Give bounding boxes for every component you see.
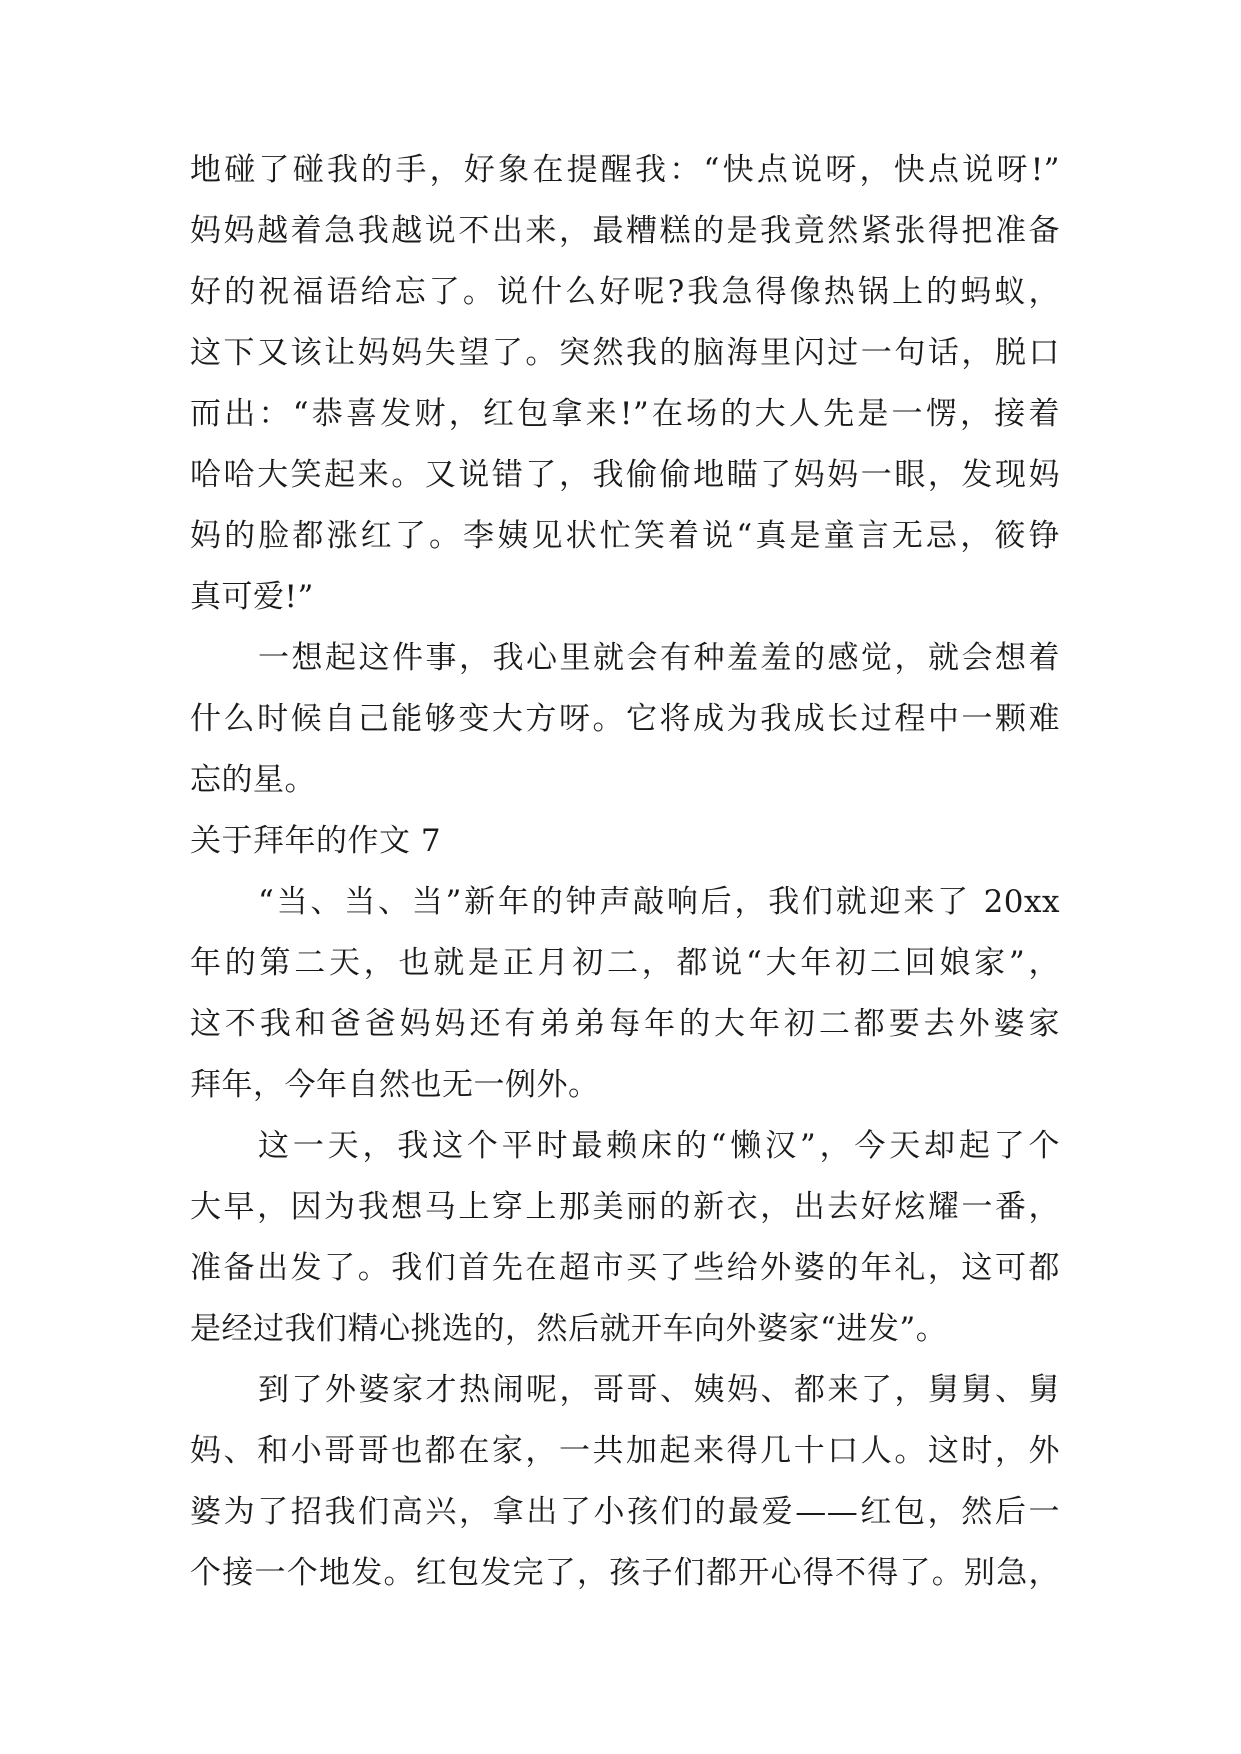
text-line: 这下又该让妈妈失望了。突然我的脑海里闪过一句话，脱口: [190, 335, 1060, 371]
text-line: 什么时候自己能够变大方呀。它将成为我成长过程中一颗难: [190, 701, 1060, 737]
paragraph-section1-tail: [190, 140, 1060, 628]
text-line: 是经过我们精心挑选的，然后就开车向外婆家“进发”。: [190, 1311, 948, 1347]
document-body: [190, 140, 1060, 1604]
text-line: 忘的星。: [190, 762, 316, 798]
text-line: 地碰了碰我的手，好象在提醒我：“快点说呀，快点说呀!”: [190, 152, 1060, 188]
text-line: 准备出发了。我们首先在超市买了些给外婆的年礼，这可都: [190, 1250, 1060, 1286]
text-line: “当、当、当”新年的钟声敲响后，我们就迎来了 20xx: [258, 884, 1060, 920]
text-line: 真可爱!”: [190, 579, 314, 615]
text-line: 个接一个地发。红包发完了，孩子们都开心得不得了。别急，: [190, 1555, 1060, 1591]
text-line: 妈、和小哥哥也都在家，一共加起来得几十口人。这时，外: [190, 1433, 1060, 1469]
text-line: 年的第二天，也就是正月初二，都说“大年初二回娘家”，: [190, 945, 1060, 981]
text-line: 妈妈越着急我越说不出来，最糟糕的是我竟然紧张得把准备: [190, 213, 1060, 249]
text-line: 好的祝福语给忘了。说什么好呢?我急得像热锅上的蚂蚁，: [190, 274, 1060, 310]
text-line: 哈哈大笑起来。又说错了，我偷偷地瞄了妈妈一眼，发现妈: [190, 457, 1060, 493]
paragraph-1: [190, 872, 1060, 1116]
text-line: 到了外婆家才热闹呢，哥哥、姨妈、都来了，舅舅、舅: [258, 1372, 1060, 1408]
text-line: 妈的脸都涨红了。李姨见状忙笑着说“真是童言无忌，筱铮: [190, 518, 1060, 554]
text-line: 婆为了招我们高兴，拿出了小孩们的最爱——红包，然后一: [190, 1494, 1060, 1530]
paragraph-section1-end: [190, 628, 1060, 811]
text-line: 这一天，我这个平时最赖床的“懒汉”，今天却起了个: [258, 1128, 1060, 1164]
text-line: 这不我和爸爸妈妈还有弟弟每年的大年初二都要去外婆家: [190, 1006, 1060, 1042]
section-heading: 关于拜年的作文 7: [190, 823, 442, 859]
paragraph-2: [190, 1116, 1060, 1360]
text-line: 而出：“恭喜发财，红包拿来!”在场的大人先是一愣，接着: [190, 396, 1060, 432]
text-line: 大早，因为我想马上穿上那美丽的新衣，出去好炫耀一番，: [190, 1189, 1060, 1225]
text-line: 拜年，今年自然也无一例外。: [190, 1067, 600, 1103]
text-line: 一想起这件事，我心里就会有种羞羞的感觉，就会想着: [258, 640, 1060, 676]
paragraph-3: [190, 1360, 1060, 1604]
